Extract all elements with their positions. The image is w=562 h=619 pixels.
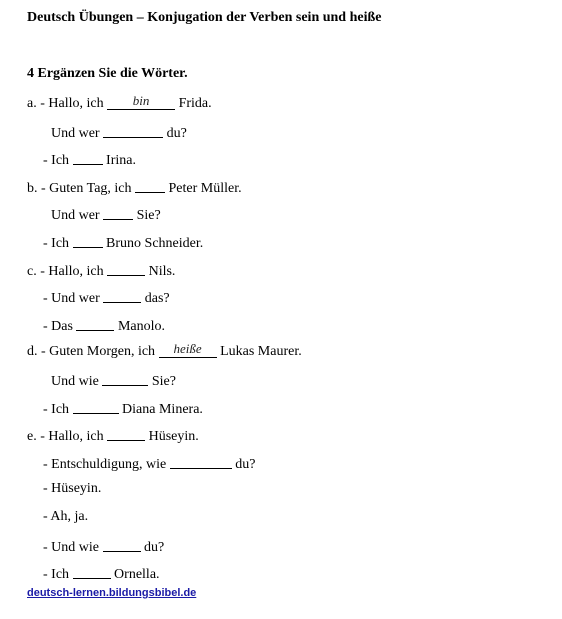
line-text-before: - Das <box>43 318 77 334</box>
answer-blank[interactable] <box>135 178 165 193</box>
line-text-after: Irina. <box>102 153 136 169</box>
answer-blank[interactable] <box>170 454 232 469</box>
exercise-line <box>43 563 160 584</box>
line-text-before: - Ich <box>43 153 73 169</box>
line-text-before: Und wie <box>51 374 103 389</box>
exercise-line <box>43 232 203 253</box>
answer-blank[interactable] <box>73 233 103 248</box>
exercise-line <box>43 149 136 170</box>
exercise-line <box>43 508 88 526</box>
exercise-line <box>43 398 203 419</box>
exercise-line <box>51 370 176 391</box>
line-text-before: c. - Hallo, ich <box>27 263 108 279</box>
line-text-before: - Ich <box>43 236 73 251</box>
line-text-after: Hüseyin. <box>145 429 199 445</box>
line-text-before: e. - Hallo, ich <box>27 429 108 445</box>
line-text-before: - Und wer <box>43 291 104 307</box>
answer-blank[interactable] <box>73 150 103 165</box>
line-text-after: Sie? <box>148 374 176 389</box>
answer-blank[interactable] <box>73 564 111 579</box>
exercise-line <box>43 480 101 498</box>
answer-blank[interactable] <box>107 426 145 441</box>
line-text-before: - Ich <box>43 401 73 417</box>
answer-blank[interactable] <box>103 537 141 552</box>
answer-blank[interactable] <box>73 399 119 414</box>
line-text-after: du? <box>140 539 165 555</box>
line-text-after: Nils. <box>145 263 176 279</box>
answer-blank[interactable] <box>103 288 141 303</box>
exercise-line <box>43 453 255 474</box>
line-text-after: Diana Minera. <box>118 401 203 417</box>
answer-blank[interactable] <box>102 371 148 386</box>
exercise-line <box>43 536 164 557</box>
filled-answer: heiße <box>173 341 202 357</box>
exercise-line <box>51 204 161 225</box>
exercise-line <box>43 315 165 336</box>
line-text-after: Frida. <box>175 96 212 111</box>
exercise-line <box>27 342 302 361</box>
exercise-line <box>51 122 187 143</box>
line-text-before: d. - Guten Morgen, ich <box>27 344 159 360</box>
line-text-after: Bruno Schneider. <box>102 236 204 251</box>
line-text-after: Sie? <box>133 208 161 224</box>
page-title: Deutsch Übungen – Konjugation der Verben sein und heiße <box>27 10 382 25</box>
exercise-line <box>43 287 170 308</box>
exercise-line <box>27 177 242 198</box>
line-text-before: a. - Hallo, ich <box>27 96 108 111</box>
answer-blank[interactable] <box>107 95 175 110</box>
exercise-line <box>27 94 212 113</box>
line-text-before: Und wer <box>51 125 104 141</box>
line-text-before: - Ah, ja. <box>43 509 89 524</box>
filled-answer: bin <box>132 93 150 108</box>
answer-blank[interactable] <box>76 316 114 331</box>
answer-blank[interactable] <box>103 123 163 138</box>
line-text-before: - Hüseyin. <box>43 481 102 497</box>
footer-link[interactable]: deutsch-lernen.bildungsbibel.de <box>27 587 197 599</box>
line-text-after: Manolo. <box>114 318 165 334</box>
line-text-after: du? <box>231 456 256 472</box>
line-text-before: Und wer <box>51 208 104 224</box>
exercise-line <box>27 425 199 446</box>
answer-blank[interactable] <box>159 343 217 358</box>
exercise-heading: 4 Ergänzen Sie die Wörter. <box>27 66 188 81</box>
answer-blank[interactable] <box>103 205 133 220</box>
line-text-before: b. - Guten Tag, ich <box>27 180 136 196</box>
answer-blank[interactable] <box>107 261 145 276</box>
line-text-after: Peter Müller. <box>165 180 242 196</box>
line-text-after: Ornella. <box>110 567 160 583</box>
line-text-after: das? <box>141 291 170 307</box>
exercise-line <box>27 260 175 281</box>
line-text-before: - Und wie <box>43 539 103 555</box>
line-text-after: du? <box>163 125 187 141</box>
line-text-after: Lukas Maurer. <box>216 344 302 360</box>
line-text-before: - Entschuldigung, wie <box>43 456 170 472</box>
line-text-before: - Ich <box>43 567 73 583</box>
